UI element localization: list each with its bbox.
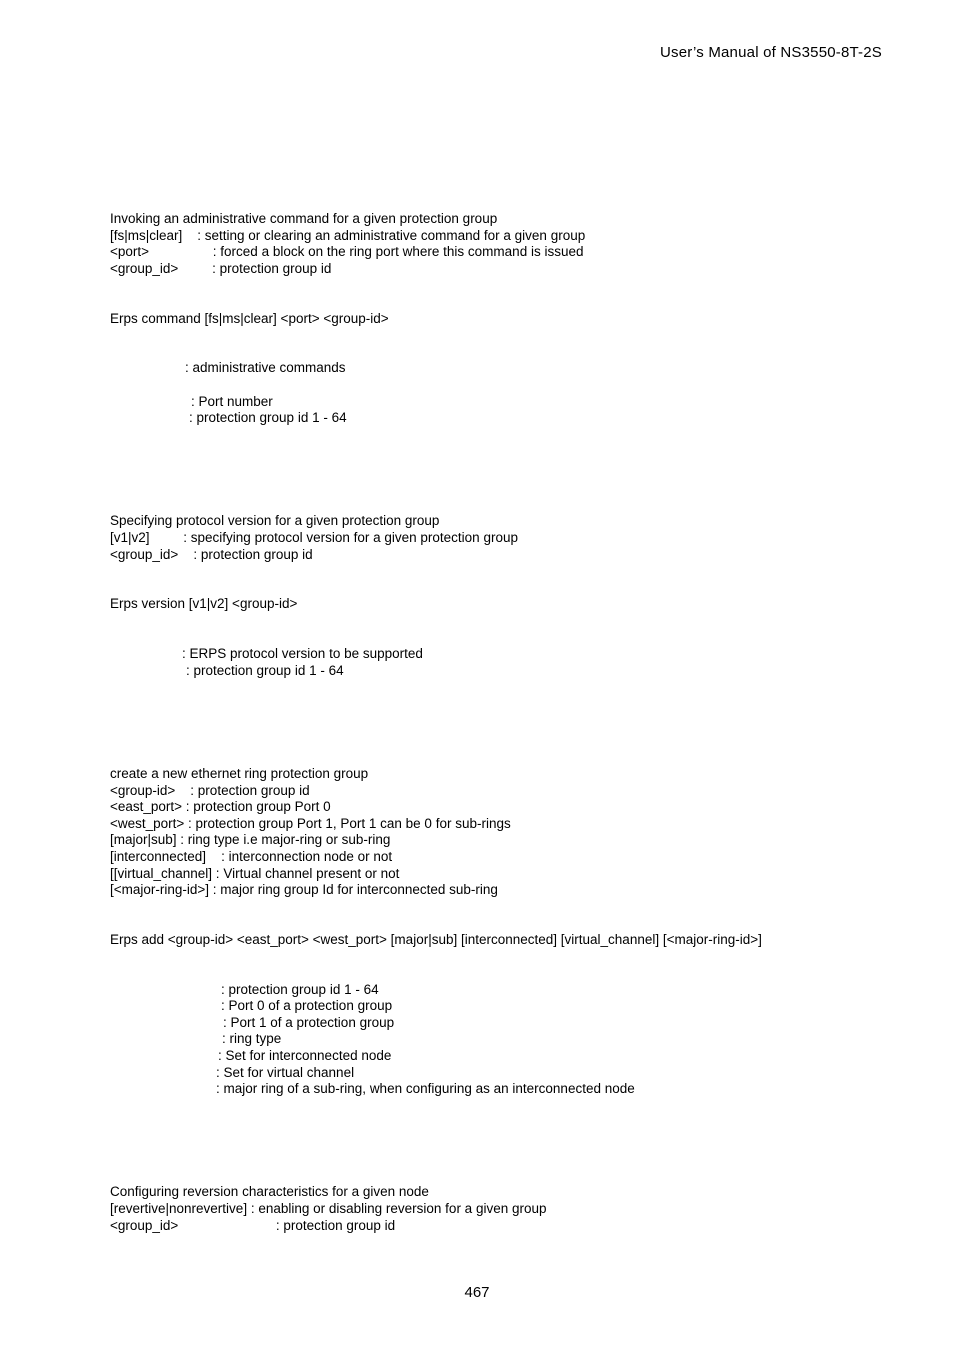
description-line: <port> : forced a block on the ring port where this command is issued [110, 244, 584, 259]
description-line: create a new ethernet ring protection group [110, 766, 369, 781]
description-line: [major|sub] : ring type i.e major-ring or sub-ring [110, 832, 391, 847]
description-line: <east_port> : protection group Port 0 [110, 799, 331, 814]
parameter-line: : ERPS protocol version to be supported [182, 646, 423, 661]
syntax-line: Erps add <group-id> <east_port> <west_port> [major|sub] [interconnected] [virtual_channel] [<major-ring-id>] [110, 932, 762, 947]
page-number: 467 [464, 1284, 490, 1301]
description-line: [<major-ring-id>] : major ring group Id for interconnected sub-ring [110, 882, 498, 897]
parameter-line: : administrative commands [185, 360, 346, 375]
parameter-line: : Port number [191, 394, 273, 409]
parameter-line: : protection group id 1 - 64 [186, 663, 344, 678]
description-line: Configuring reversion characteristics for a given node [110, 1184, 429, 1199]
parameter-line: : major ring of a sub-ring, when configuring as an interconnected node [216, 1081, 635, 1096]
syntax-line: Erps command [fs|ms|clear] <port> <group-id> [110, 311, 389, 326]
parameter-line: : Port 0 of a protection group [221, 998, 393, 1013]
description-line: [interconnected] : interconnection node or not [110, 849, 393, 864]
syntax-line: Erps version [v1|v2] <group-id> [110, 596, 298, 611]
description-line: <group_id> : protection group id [110, 547, 313, 562]
description-line: <group_id> : protection group id [110, 1218, 396, 1233]
description-line: Specifying protocol version for a given protection group [110, 513, 440, 528]
parameter-line: : protection group id 1 - 64 [221, 982, 379, 997]
description-line: <group_id> : protection group id [110, 261, 332, 276]
parameter-line: : Set for virtual channel [216, 1065, 355, 1080]
parameter-line: : Set for interconnected node [218, 1048, 392, 1063]
description-line: [[virtual_channel] : Virtual channel present or not [110, 866, 400, 881]
description-line: Invoking an administrative command for a given protection group [110, 211, 498, 226]
description-line: [revertive|nonrevertive] : enabling or disabling reversion for a given group [110, 1201, 547, 1216]
description-line: [fs|ms|clear] : setting or clearing an administrative command for a given group [110, 228, 586, 243]
parameter-line: : protection group id 1 - 64 [189, 410, 347, 425]
description-line: [v1|v2] : specifying protocol version for a given protection group [110, 530, 518, 545]
description-line: <group-id> : protection group id [110, 783, 310, 798]
description-line: <west_port> : protection group Port 1, Port 1 can be 0 for sub-rings [110, 816, 511, 831]
parameter-line: : Port 1 of a protection group [223, 1015, 395, 1030]
manual-header: User’s Manual of NS3550-8T-2S [659, 44, 882, 61]
parameter-line: : ring type [222, 1031, 282, 1046]
